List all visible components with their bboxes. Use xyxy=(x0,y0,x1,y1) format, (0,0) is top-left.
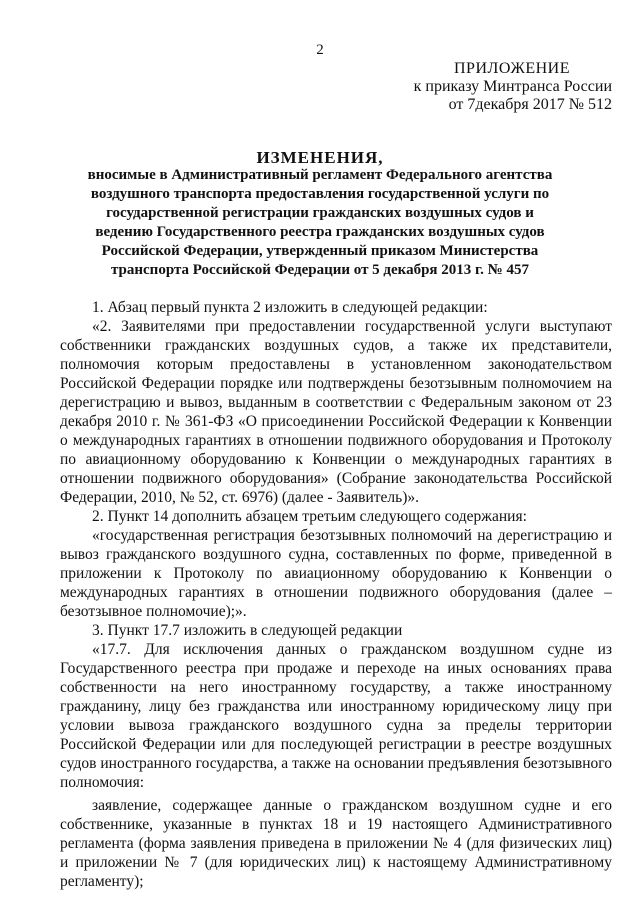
appendix-date-line: от 7декабря 2017 № 512 xyxy=(448,96,612,113)
paragraph: заявление, содержащее данные о гражданском воздушном судне и его собственнике, указанные в пунктах 18 и 19 настоящего Административного регламента (форма заявления приведена в приложении № 4 (для физических лиц) и приложении № 7 (для юридических лиц) к настоящему Административному регламенту); xyxy=(60,797,612,890)
page-number: 2 xyxy=(316,42,324,58)
appendix-block xyxy=(414,60,612,114)
document-body xyxy=(60,298,612,891)
appendix-order-line: к приказу Минтранса России xyxy=(413,78,612,95)
paragraph: 3. Пункт 17.7 изложить в следующей редакции xyxy=(92,622,403,639)
paragraph: «государственная регистрация безотзывных полномочий на дерегистрацию и вывоз гражданского воздушного судна, составленных по форме, приведенной в приложении к Протоколу по авиационному оборудованию к Конвенции о международных гарантиях в отношении подвижного оборудования (далее – безотзывное полномочие);». xyxy=(60,527,612,620)
paragraph: 2. Пункт 14 дополнить абзацем третьим следующего содержания: xyxy=(92,508,527,525)
paragraph: «2. Заявителями при предоставлении государственной услуги выступают собственники гражданских воздушных судов, а также их представители, полномочия которым предоставлены в установленном законодательством Российской Федерации порядке или подтверждены безотзывным полномочием на дерегистрацию и вывоз, выданным в соответствии с Федеральным законом от 23 декабря 2010 г. № 361-ФЗ «О присоединении Российской Федерации к Конвенции о международных гарантиях в отношении подвижного оборудования и Протоколу по авиационному оборудованию к Конвенции о международных гарантиях в отношении подвижного оборудования» (Собрание законодательства Российской Федерации, 2010, № 52, ст. 6976) (далее - Заявитель)». xyxy=(60,318,612,506)
document-subtitle: вносимые в Административный регламент Федерального агентства воздушного транспорта предоставления государственной услуги по государственной регистрации гражданских воздушных судов и ведению Государственного реестра гражданских воздушных судов Российской Федерации, утвержденный приказом Министерства транспорта Российской Федерации от 5 декабря 2013 г. № 457 xyxy=(87,167,553,278)
paragraph: «17.7. Для исключения данных о гражданском воздушном судне из Государственного реестра при продаже и переходе на иных основаниях права собственности на него иностранному государству, а также иностранному гражданину, лицу без гражданства или иностранному юридическому лицу при условии вывоза гражданского воздушного судна за пределы территории Российской Федерации или для последующей регистрации в реестре воздушных судов иностранного государства, а также на основании предъявления безотзывного полномочия: xyxy=(60,641,612,791)
paragraph: 1. Абзац первый пункта 2 изложить в следующей редакции: xyxy=(92,299,488,316)
appendix-heading: ПРИЛОЖЕНИЕ xyxy=(453,60,570,77)
document-title: ИЗМЕНЕНИЯ, xyxy=(256,148,384,167)
